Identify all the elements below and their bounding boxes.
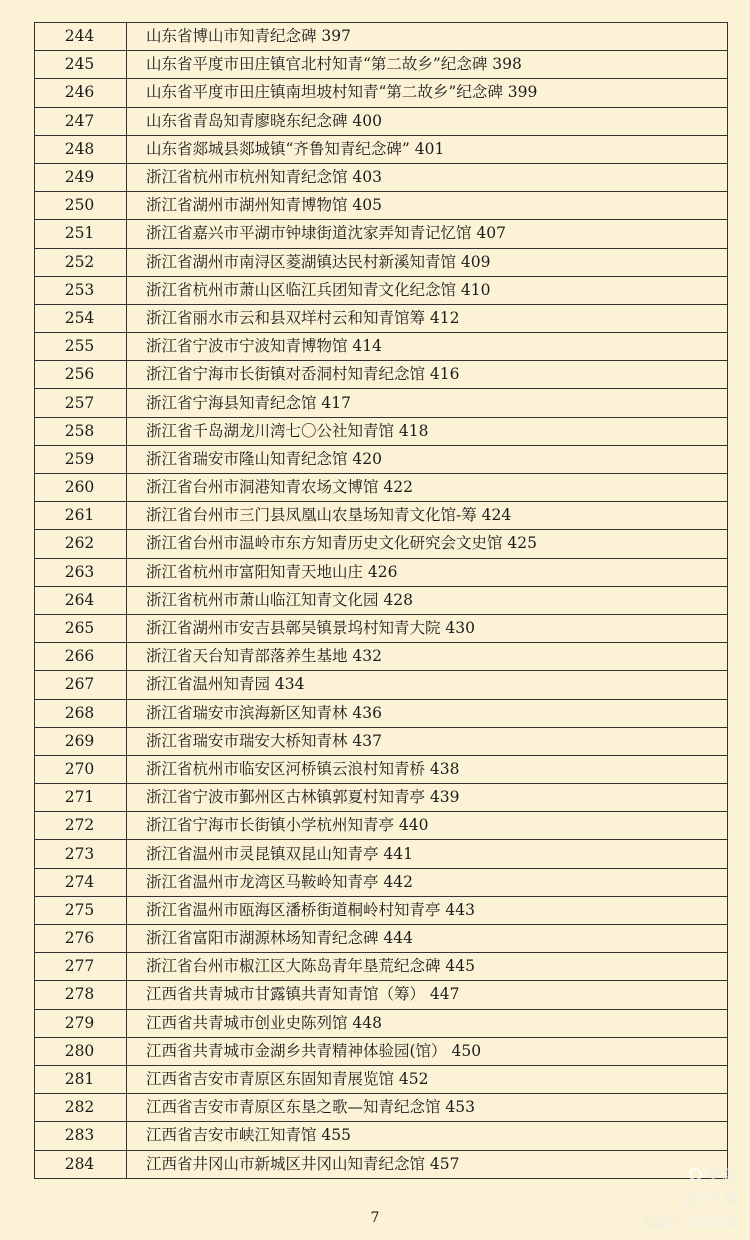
row-number: 264 — [35, 586, 127, 614]
row-number: 279 — [35, 1009, 127, 1037]
row-number: 275 — [35, 896, 127, 924]
row-number: 274 — [35, 868, 127, 896]
row-number: 269 — [35, 727, 127, 755]
row-number: 254 — [35, 304, 127, 332]
row-title: 浙江省台州市椒江区大陈岛青年垦荒纪念碑 445 — [127, 953, 728, 981]
page-number: 7 — [370, 1210, 380, 1226]
row-number: 252 — [35, 248, 127, 276]
table-row — [35, 417, 728, 445]
row-title: 浙江省嘉兴市平湖市钟埭街道沈家弄知青记忆馆 407 — [127, 220, 728, 248]
table-row — [35, 107, 728, 135]
table-row — [35, 1122, 728, 1150]
row-number: 257 — [35, 389, 127, 417]
table-row — [35, 333, 728, 361]
table-row — [35, 23, 728, 51]
table-row — [35, 502, 728, 530]
table-row — [35, 671, 728, 699]
row-number: 246 — [35, 79, 127, 107]
watermark-author: @王孔展 — [682, 1192, 738, 1208]
row-number: 283 — [35, 1122, 127, 1150]
row-number: 266 — [35, 643, 127, 671]
row-title: 浙江省宁波市宁波知青博物馆 414 — [127, 333, 728, 361]
row-title: 浙江省杭州市萧山区临江兵团知青文化纪念馆 410 — [127, 276, 728, 304]
row-number: 255 — [35, 333, 127, 361]
row-number: 256 — [35, 361, 127, 389]
table-row — [35, 812, 728, 840]
table-row — [35, 1065, 728, 1093]
row-number: 277 — [35, 953, 127, 981]
row-number: 249 — [35, 163, 127, 191]
table-row — [35, 135, 728, 163]
row-title: 浙江省湖州市南浔区菱湖镇达民村新溪知青馆 409 — [127, 248, 728, 276]
row-number: 270 — [35, 755, 127, 783]
table-row — [35, 614, 728, 642]
row-number: 282 — [35, 1094, 127, 1122]
row-title: 浙江省温州市灵昆镇双昆山知青亭 441 — [127, 840, 728, 868]
row-title: 浙江省丽水市云和县双垟村云和知青馆筹 412 — [127, 304, 728, 332]
table-row — [35, 981, 728, 1009]
table-row — [35, 643, 728, 671]
row-title: 江西省共青城市金湖乡共青精神体验园(馆） 450 — [127, 1037, 728, 1065]
row-title: 浙江省宁海市长街镇小学杭州知青亭 440 — [127, 812, 728, 840]
table-row — [35, 1009, 728, 1037]
row-number: 258 — [35, 417, 127, 445]
row-title: 山东省郯城县郯城镇“齐鲁知青纪念碑” 401 — [127, 135, 728, 163]
row-number: 268 — [35, 699, 127, 727]
row-number: 247 — [35, 107, 127, 135]
row-number: 273 — [35, 840, 127, 868]
table-row — [35, 558, 728, 586]
watermark-brand — [689, 1164, 736, 1185]
row-number: 271 — [35, 784, 127, 812]
row-title: 浙江省杭州市杭州知青纪念馆 403 — [127, 163, 728, 191]
table-row — [35, 1150, 728, 1178]
row-title: 江西省吉安市青原区东固知青展览馆 452 — [127, 1065, 728, 1093]
row-number: 250 — [35, 192, 127, 220]
watermark-id: 美篇号: 414138 — [640, 1217, 738, 1232]
table-row — [35, 192, 728, 220]
row-title: 江西省吉安市青原区东垦之歌—知青纪念馆 453 — [127, 1094, 728, 1122]
table-row — [35, 784, 728, 812]
row-title: 山东省青岛知青廖晓东纪念碑 400 — [127, 107, 728, 135]
row-number: 245 — [35, 51, 127, 79]
row-title: 浙江省湖州市湖州知青博物馆 405 — [127, 192, 728, 220]
table-row — [35, 248, 728, 276]
row-title: 江西省共青城市甘露镇共青知青馆（筹） 447 — [127, 981, 728, 1009]
row-number: 278 — [35, 981, 127, 1009]
table-row — [35, 474, 728, 502]
row-title: 浙江省瑞安市滨海新区知青林 436 — [127, 699, 728, 727]
row-title: 浙江省湖州市安吉县鄣吴镇景坞村知青大院 430 — [127, 614, 728, 642]
row-title: 浙江省杭州市富阳知青天地山庄 426 — [127, 558, 728, 586]
row-title: 浙江省温州知青园 434 — [127, 671, 728, 699]
row-title: 浙江省台州市三门县凤凰山农垦场知青文化馆-筹 424 — [127, 502, 728, 530]
row-title: 浙江省宁海市长街镇对岙洞村知青纪念馆 416 — [127, 361, 728, 389]
row-number: 260 — [35, 474, 127, 502]
row-number: 261 — [35, 502, 127, 530]
row-number: 276 — [35, 925, 127, 953]
row-title: 浙江省富阳市湖源林场知青纪念碑 444 — [127, 925, 728, 953]
table-row — [35, 304, 728, 332]
row-number: 262 — [35, 530, 127, 558]
row-number: 263 — [35, 558, 127, 586]
row-number: 259 — [35, 445, 127, 473]
row-title: 山东省博山市知青纪念碑 397 — [127, 23, 728, 51]
table-row — [35, 840, 728, 868]
row-title: 浙江省宁波市鄞州区古林镇郭夏村知青亭 439 — [127, 784, 728, 812]
brand-logo-icon — [689, 1168, 702, 1181]
table-row — [35, 727, 728, 755]
row-number: 280 — [35, 1037, 127, 1065]
row-title: 浙江省台州市洞港知青农场文博馆 422 — [127, 474, 728, 502]
row-number: 244 — [35, 23, 127, 51]
row-title: 浙江省温州市龙湾区马鞍岭知青亭 442 — [127, 868, 728, 896]
row-title: 江西省共青城市创业史陈列馆 448 — [127, 1009, 728, 1037]
table-row — [35, 586, 728, 614]
row-title: 江西省吉安市峡江知青馆 455 — [127, 1122, 728, 1150]
contents-table — [34, 22, 728, 1179]
row-title: 江西省井冈山市新城区井冈山知青纪念馆 457 — [127, 1150, 728, 1178]
table-row — [35, 445, 728, 473]
table-row — [35, 220, 728, 248]
watermark-brand-label: 美篇 — [705, 1166, 736, 1184]
table-row — [35, 925, 728, 953]
table-row — [35, 1037, 728, 1065]
table-row — [35, 389, 728, 417]
table-row — [35, 755, 728, 783]
row-title: 浙江省瑞安市瑞安大桥知青林 437 — [127, 727, 728, 755]
table-row — [35, 953, 728, 981]
row-number: 281 — [35, 1065, 127, 1093]
row-title: 浙江省天台知青部落养生基地 432 — [127, 643, 728, 671]
row-number: 272 — [35, 812, 127, 840]
table-body — [35, 23, 728, 1179]
table-row — [35, 896, 728, 924]
row-title: 山东省平度市田庄镇南坦坡村知青“第二故乡”纪念碑 399 — [127, 79, 728, 107]
table-row — [35, 699, 728, 727]
row-number: 248 — [35, 135, 127, 163]
row-number: 284 — [35, 1150, 127, 1178]
table-row — [35, 163, 728, 191]
table-row — [35, 1094, 728, 1122]
row-number: 251 — [35, 220, 127, 248]
table-row — [35, 868, 728, 896]
table-row — [35, 361, 728, 389]
table-row — [35, 530, 728, 558]
row-title: 浙江省宁海县知青纪念馆 417 — [127, 389, 728, 417]
row-number: 267 — [35, 671, 127, 699]
table-row — [35, 276, 728, 304]
row-title: 浙江省瑞安市隆山知青纪念馆 420 — [127, 445, 728, 473]
row-title: 浙江省千岛湖龙川湾七〇公社知青馆 418 — [127, 417, 728, 445]
row-title: 浙江省杭州市萧山临江知青文化园 428 — [127, 586, 728, 614]
row-title: 浙江省温州市瓯海区潘桥街道桐岭村知青亭 443 — [127, 896, 728, 924]
row-number: 253 — [35, 276, 127, 304]
row-title: 浙江省杭州市临安区河桥镇云浪村知青桥 438 — [127, 755, 728, 783]
row-title: 浙江省台州市温岭市东方知青历史文化研究会文史馆 425 — [127, 530, 728, 558]
row-title: 山东省平度市田庄镇官北村知青“第二故乡”纪念碑 398 — [127, 51, 728, 79]
table-row — [35, 51, 728, 79]
row-number: 265 — [35, 614, 127, 642]
table-row — [35, 79, 728, 107]
